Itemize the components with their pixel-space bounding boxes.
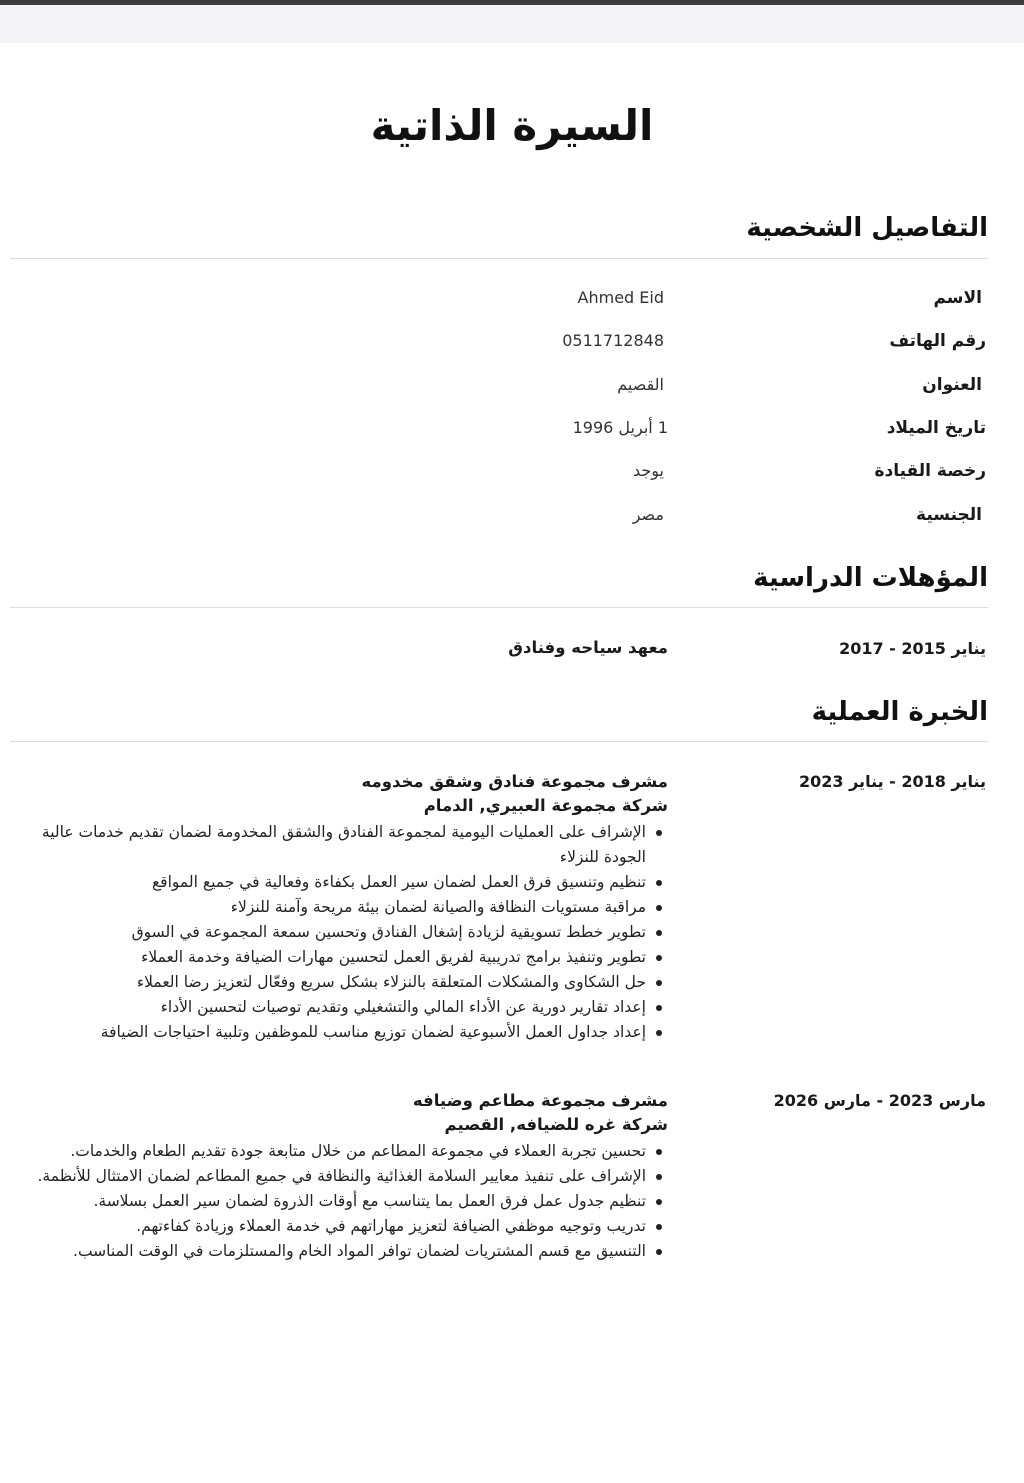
list-item: الإشراف على العمليات اليومية لمجموعة الفنادق والشقق المخدومة لضمان تقديم خدمات عالية الجودة للنزلاء [18,820,646,870]
job-1-company: شركة مجموعة العبيري, الدمام [423,796,668,815]
education-name: معهد سياحه وفنادق [508,638,668,657]
list-item: حل الشكاوى والمشكلات المتعلقة بالنزلاء بشكل سريع وفعّال لتعزيز رضا العملاء [18,970,646,995]
list-item: تطوير وتنفيذ برامج تدريبية لفريق العمل لتحسين مهارات الضيافة وخدمة العملاء [18,945,646,970]
label-license: رخصة القيادة [874,461,986,481]
job-1-entry [18,770,668,1045]
value-address: القصيم [617,375,664,394]
personal-divider [10,258,988,259]
label-birthdate: تاريخ الميلاد [886,418,986,438]
job-2-company: شركة غره للضيافه, القصيم [444,1115,668,1134]
resume-document [0,43,1024,1483]
job-2-date: مارس 2023 - مارس 2026 [773,1091,986,1110]
label-nationality: الجنسية [916,505,982,525]
value-name: Ahmed Eid [577,288,664,307]
list-item: تدريب وتوجيه موظفي الضيافة لتعزيز مهاراتهم في خدمة العملاء وزيادة كفاءتهم. [18,1214,646,1239]
job-2-entry [18,1089,668,1264]
list-item: تنظيم وتنسيق فرق العمل لضمان سير العمل بكفاءة وفعالية في جميع المواقع [18,870,646,895]
education-date: يناير 2015 - 2017 [839,639,986,658]
list-item: تحسين تجربة العملاء في مجموعة المطاعم من خلال متابعة جودة تقديم الطعام والخدمات. [18,1139,646,1164]
value-nationality: مصر [632,505,664,524]
label-address: العنوان [922,375,982,395]
value-birthdate: 1 أبريل 1996 [572,418,668,437]
list-item: تنظيم جدول عمل فرق العمل بما يتناسب مع أوقات الذروة لضمان سير العمل بسلاسة. [18,1189,646,1214]
list-item: التنسيق مع قسم المشتريات لضمان توافر المواد الخام والمستلزمات في الوقت المناسب. [18,1239,646,1264]
education-heading: المؤهلات الدراسية [753,563,988,593]
experience-divider [10,741,988,742]
job-1-bullets [18,820,668,1045]
education-divider [10,607,988,608]
page-title: السيرة الذاتية [370,101,654,150]
education-entry [18,638,668,657]
list-item: إعداد جداول العمل الأسبوعية لضمان توزيع مناسب للموظفين وتلبية احتياجات الضيافة [18,1020,646,1045]
job-2-role: مشرف مجموعة مطاعم وضيافه [412,1091,668,1110]
label-name: الاسم [933,288,982,308]
list-item: مراقبة مستويات النظافة والصيانة لضمان بيئة مريحة وآمنة للنزلاء [18,895,646,920]
value-license: يوجد [632,461,664,480]
experience-heading: الخبرة العملية [811,697,988,727]
value-phone: 0511712848 [562,331,664,350]
label-phone: رقم الهاتف [889,331,986,351]
job-1-role: مشرف مجموعة فنادق وشقق مخدومه [361,772,668,791]
personal-heading: التفاصيل الشخصية [746,213,988,243]
list-item: الإشراف على تنفيذ معايير السلامة الغذائية والنظافة في جميع المطاعم لضمان الامتثال للأنظمة. [18,1164,646,1189]
job-1-date: يناير 2018 - يناير 2023 [799,772,986,791]
list-item: إعداد تقارير دورية عن الأداء المالي والتشغيلي وتقديم توصيات لتحسين الأداء [18,995,646,1020]
job-2-bullets [18,1139,668,1264]
list-item: تطوير خطط تسويقية لزيادة إشغال الفنادق وتحسين سمعة المجموعة في السوق [18,920,646,945]
browser-strip [0,5,1024,43]
